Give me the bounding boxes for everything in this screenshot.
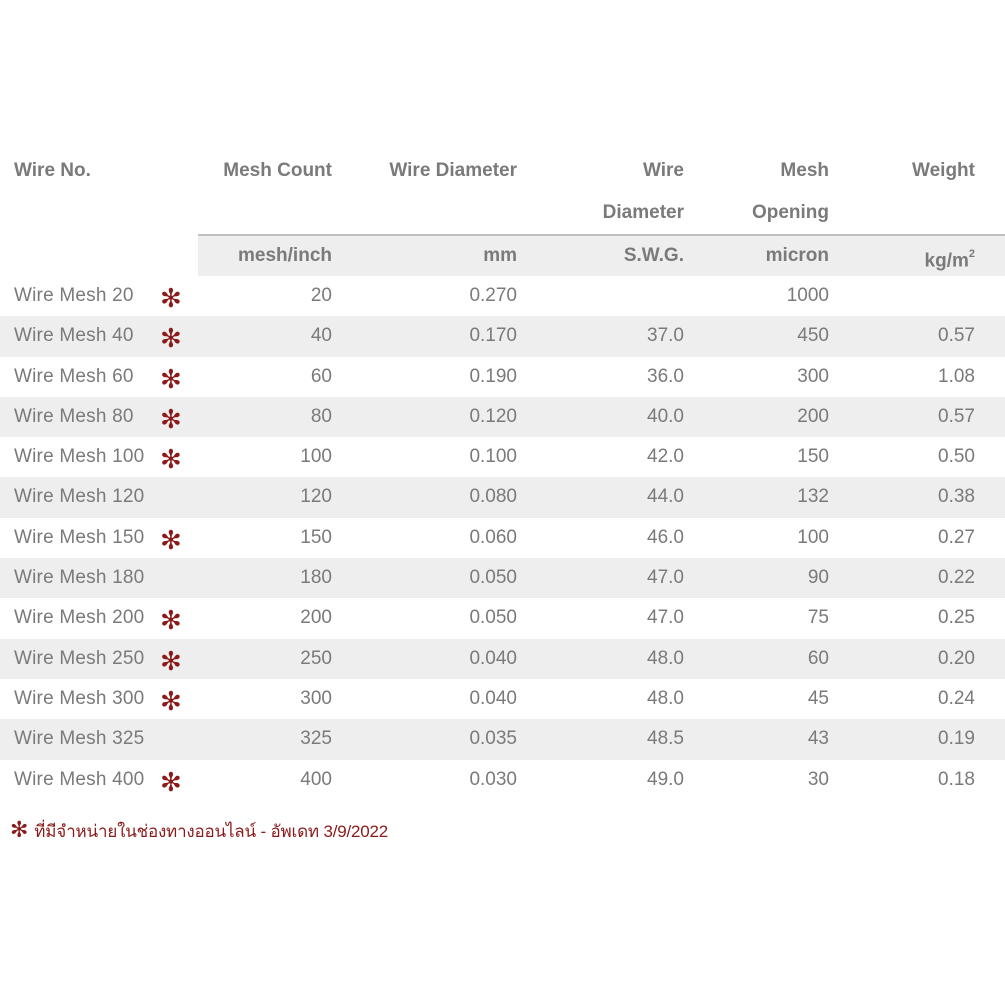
cell-wire-diameter-text: 0.270	[469, 285, 517, 306]
cell-opening-text: 132	[797, 486, 829, 508]
cell-mesh-count-text: 300	[300, 687, 332, 709]
cell-wire-diameter	[344, 397, 529, 437]
table-row	[0, 639, 1005, 679]
cell-wire-name	[0, 760, 198, 800]
asterisk-icon: ✻	[10, 817, 29, 842]
unit-swg: S.W.G.	[623, 245, 684, 266]
cell-mesh-count-text: 20	[310, 285, 332, 306]
cell-swg-text: 48.0	[647, 687, 684, 709]
cell-weight	[841, 639, 1005, 679]
header-empty-2	[198, 192, 344, 234]
table-row	[0, 357, 1005, 397]
cell-opening-text: 150	[797, 446, 829, 468]
cell-opening-text: 300	[797, 365, 829, 387]
asterisk-icon: ✻	[160, 605, 182, 636]
cell-opening-text: 60	[807, 647, 829, 669]
cell-swg-text: 47.0	[647, 567, 684, 589]
cell-swg-text: 49.0	[647, 768, 684, 790]
cell-wire-name-text: Wire Mesh 200	[14, 607, 145, 629]
cell-opening	[696, 760, 841, 800]
cell-wire-diameter	[344, 437, 529, 477]
unit-wire-diameter: mm	[483, 245, 517, 266]
table-row	[0, 679, 1005, 719]
cell-swg	[529, 518, 696, 558]
header-swg-bottom: Diameter	[602, 202, 684, 223]
cell-mesh-count-text: 80	[310, 405, 332, 427]
cell-weight	[841, 598, 1005, 638]
cell-opening-text: 90	[807, 567, 829, 589]
cell-mesh-count-text: 100	[300, 446, 332, 468]
asterisk-icon: ✻	[160, 766, 182, 797]
cell-weight-text: 0.20	[938, 647, 975, 669]
unit-weight-base: kg/m	[924, 250, 969, 272]
cell-wire-diameter-text: 0.040	[469, 687, 517, 709]
cell-weight-text: 0.57	[938, 325, 975, 347]
cell-wire-name	[0, 477, 198, 517]
cell-wire-diameter	[344, 719, 529, 759]
table-row	[0, 558, 1005, 598]
table-row	[0, 518, 1005, 558]
cell-swg	[529, 397, 696, 437]
header-row-1	[0, 150, 1005, 192]
header-row-2	[0, 192, 1005, 234]
cell-wire-diameter	[344, 760, 529, 800]
cell-wire-diameter-text: 0.030	[469, 768, 517, 790]
cell-wire-name	[0, 679, 198, 719]
cell-wire-diameter	[344, 679, 529, 719]
cell-wire-diameter-text: 0.040	[469, 647, 517, 669]
cell-swg-text: 36.0	[647, 365, 684, 387]
cell-mesh-count-text: 400	[300, 768, 332, 790]
cell-wire-name	[0, 558, 198, 598]
cell-wire-name	[0, 276, 198, 316]
cell-mesh-count-text: 200	[300, 607, 332, 629]
cell-wire-diameter	[344, 518, 529, 558]
asterisk-icon: ✻	[160, 323, 182, 354]
cell-weight	[841, 397, 1005, 437]
cell-swg-text: 44.0	[647, 486, 684, 508]
cell-mesh-count	[198, 760, 344, 800]
cell-opening	[696, 276, 841, 316]
cell-weight	[841, 357, 1005, 397]
cell-swg	[529, 639, 696, 679]
cell-swg	[529, 437, 696, 477]
cell-mesh-count	[198, 639, 344, 679]
asterisk-icon: ✻	[160, 645, 182, 676]
header-wire-diameter: Wire Diameter	[389, 160, 517, 181]
cell-wire-diameter-text: 0.035	[469, 728, 517, 750]
cell-opening	[696, 558, 841, 598]
cell-opening	[696, 639, 841, 679]
cell-opening-text: 75	[807, 607, 829, 629]
table-body	[0, 276, 1005, 800]
cell-mesh-count	[198, 719, 344, 759]
cell-opening	[696, 437, 841, 477]
footnote-text: ที่มีจำหน่ายในช่องทางออนไลน์ - อัพเดท 3/9/2022	[34, 822, 389, 841]
cell-swg-text: 47.0	[647, 607, 684, 629]
cell-mesh-count-text: 120	[300, 486, 332, 508]
cell-swg	[529, 357, 696, 397]
asterisk-icon: ✻	[160, 283, 182, 313]
asterisk-icon: ✻	[160, 403, 182, 434]
cell-wire-name-text: Wire Mesh 20	[14, 285, 134, 306]
table-row	[0, 316, 1005, 356]
cell-mesh-count	[198, 276, 344, 316]
cell-wire-name-text: Wire Mesh 180	[14, 567, 145, 589]
cell-weight-text: 0.38	[938, 486, 975, 508]
cell-wire-diameter-text: 0.100	[469, 446, 517, 468]
cell-wire-diameter	[344, 357, 529, 397]
table-row	[0, 276, 1005, 316]
unit-opening: micron	[765, 245, 829, 266]
unit-weight	[841, 236, 1005, 281]
cell-wire-diameter	[344, 598, 529, 638]
cell-wire-name-text: Wire Mesh 400	[14, 768, 145, 790]
cell-wire-name-text: Wire Mesh 300	[14, 687, 145, 709]
table-row	[0, 437, 1005, 477]
header-mesh-count: Mesh Count	[223, 160, 332, 181]
asterisk-icon: ✻	[160, 444, 182, 475]
cell-wire-name	[0, 598, 198, 638]
cell-mesh-count	[198, 679, 344, 719]
cell-mesh-count	[198, 357, 344, 397]
cell-wire-name-text: Wire Mesh 100	[14, 446, 145, 468]
cell-mesh-count	[198, 316, 344, 356]
table-row	[0, 477, 1005, 517]
cell-swg	[529, 679, 696, 719]
availability-footnote	[10, 817, 388, 845]
cell-wire-diameter	[344, 558, 529, 598]
header-opening-top: Mesh	[780, 160, 829, 181]
cell-swg-text: 48.5	[647, 728, 684, 750]
unit-weight-exponent: 2	[968, 248, 975, 260]
table-row	[0, 719, 1005, 759]
header-empty-3	[344, 192, 529, 234]
cell-opening-text: 43	[807, 728, 829, 750]
cell-wire-diameter	[344, 477, 529, 517]
cell-mesh-count-text: 250	[300, 647, 332, 669]
cell-wire-diameter-text: 0.170	[469, 325, 517, 347]
units-row	[198, 234, 1005, 276]
cell-opening	[696, 316, 841, 356]
cell-mesh-count	[198, 518, 344, 558]
cell-opening-text: 100	[797, 526, 829, 548]
cell-swg	[529, 558, 696, 598]
cell-weight	[841, 518, 1005, 558]
cell-weight-text: 0.18	[938, 768, 975, 790]
table-row	[0, 397, 1005, 437]
cell-wire-name	[0, 518, 198, 558]
cell-weight-text: 0.50	[938, 446, 975, 468]
cell-wire-name-text: Wire Mesh 325	[14, 728, 145, 750]
cell-mesh-count	[198, 477, 344, 517]
cell-wire-name	[0, 719, 198, 759]
cell-opening	[696, 679, 841, 719]
cell-weight-text: 0.57	[938, 405, 975, 427]
unit-mesh-count: mesh/inch	[238, 245, 332, 266]
cell-wire-diameter	[344, 316, 529, 356]
cell-wire-diameter-text: 0.080	[469, 486, 517, 508]
cell-mesh-count	[198, 598, 344, 638]
cell-mesh-count-text: 40	[310, 325, 332, 347]
cell-mesh-count	[198, 558, 344, 598]
cell-mesh-count-text: 180	[300, 567, 332, 589]
cell-wire-name	[0, 357, 198, 397]
header-opening-bottom: Opening	[751, 202, 829, 223]
cell-wire-name-text: Wire Mesh 250	[14, 647, 145, 669]
cell-opening-text: 30	[807, 768, 829, 790]
header-empty-1	[0, 192, 198, 234]
cell-opening	[696, 477, 841, 517]
cell-weight	[841, 558, 1005, 598]
cell-swg	[529, 276, 696, 316]
cell-weight	[841, 316, 1005, 356]
cell-wire-diameter	[344, 276, 529, 316]
header-wire-no: Wire No.	[14, 160, 91, 181]
cell-wire-diameter-text: 0.120	[469, 405, 517, 427]
cell-opening-text: 1000	[786, 285, 829, 306]
cell-swg-text: 46.0	[647, 526, 684, 548]
cell-weight-text: 0.25	[938, 607, 975, 629]
cell-swg-text: 48.0	[647, 647, 684, 669]
header-weight: Weight	[912, 160, 975, 181]
cell-swg-text: 40.0	[647, 405, 684, 427]
cell-weight-text: 0.24	[938, 687, 975, 709]
cell-mesh-count-text: 150	[300, 526, 332, 548]
cell-opening	[696, 357, 841, 397]
cell-wire-name-text: Wire Mesh 60	[14, 365, 134, 387]
table-row	[0, 760, 1005, 800]
cell-swg	[529, 719, 696, 759]
cell-wire-diameter-text: 0.050	[469, 567, 517, 589]
cell-swg	[529, 316, 696, 356]
cell-weight-text: 0.27	[938, 526, 975, 548]
cell-weight-text: 0.19	[938, 728, 975, 750]
cell-mesh-count	[198, 437, 344, 477]
cell-opening	[696, 518, 841, 558]
cell-opening	[696, 719, 841, 759]
cell-wire-diameter-text: 0.190	[469, 365, 517, 387]
cell-weight	[841, 437, 1005, 477]
cell-wire-name	[0, 437, 198, 477]
cell-swg	[529, 477, 696, 517]
cell-wire-name-text: Wire Mesh 40	[14, 325, 134, 347]
cell-opening	[696, 397, 841, 437]
cell-weight-text: 0.22	[938, 567, 975, 589]
cell-wire-name	[0, 316, 198, 356]
cell-swg-text: 37.0	[647, 325, 684, 347]
cell-wire-diameter-text: 0.060	[469, 526, 517, 548]
cell-weight	[841, 477, 1005, 517]
cell-wire-name	[0, 639, 198, 679]
cell-wire-diameter-text: 0.050	[469, 607, 517, 629]
cell-opening-text: 450	[797, 325, 829, 347]
cell-mesh-count	[198, 397, 344, 437]
cell-opening	[696, 598, 841, 638]
table-row	[0, 598, 1005, 638]
cell-wire-name-text: Wire Mesh 80	[14, 405, 134, 427]
cell-swg-text: 42.0	[647, 446, 684, 468]
cell-swg	[529, 760, 696, 800]
asterisk-icon: ✻	[160, 524, 182, 555]
cell-weight	[841, 760, 1005, 800]
cell-wire-diameter	[344, 639, 529, 679]
asterisk-icon: ✻	[160, 363, 182, 394]
cell-mesh-count-text: 60	[310, 365, 332, 387]
cell-mesh-count-text: 325	[300, 728, 332, 750]
cell-wire-name-text: Wire Mesh 150	[14, 526, 145, 548]
cell-weight-text: 1.08	[938, 365, 975, 387]
cell-weight	[841, 276, 1005, 316]
asterisk-icon: ✻	[160, 685, 182, 716]
header-empty-6	[841, 192, 1005, 234]
wire-mesh-spec-table	[0, 150, 1005, 800]
cell-weight	[841, 719, 1005, 759]
cell-wire-name	[0, 397, 198, 437]
cell-wire-name-text: Wire Mesh 120	[14, 486, 145, 508]
cell-swg	[529, 598, 696, 638]
header-swg-top: Wire	[642, 160, 684, 181]
cell-opening-text: 45	[807, 687, 829, 709]
cell-opening-text: 200	[797, 405, 829, 427]
cell-weight	[841, 679, 1005, 719]
